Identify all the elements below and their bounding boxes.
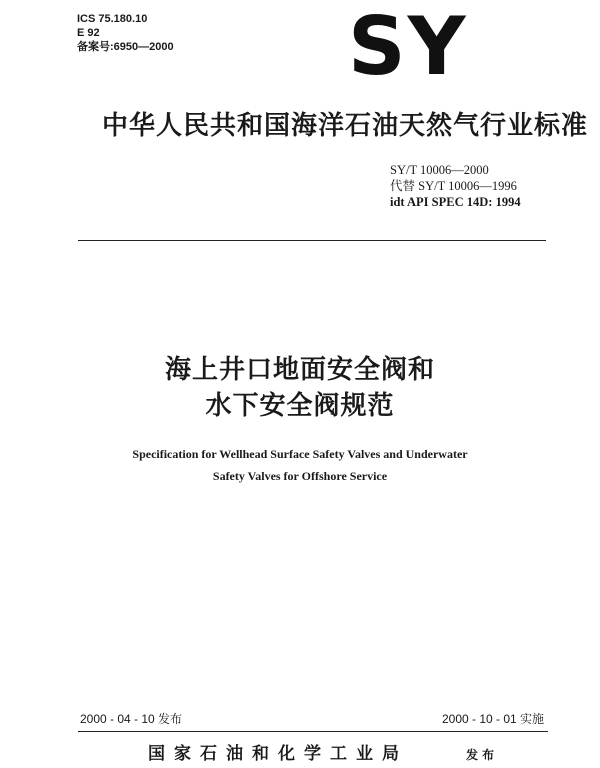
publisher-name: 国家石油和化学工业局	[148, 744, 408, 764]
bottom-divider	[78, 731, 548, 732]
title-cn-line-2: 水下安全阀规范	[205, 391, 395, 421]
standard-number: SY/T 10006—2000	[390, 163, 489, 177]
issue-date: 2000 - 04 - 10 发布	[80, 712, 183, 726]
publish-label: 发布	[466, 748, 499, 762]
effective-date: 2000 - 10 - 01 实施	[442, 712, 545, 726]
sy-logo: SY	[348, 0, 468, 93]
replaces-standard: 代替 SY/T 10006—1996	[390, 179, 517, 193]
title-cn-line-1: 海上井口地面安全阀和	[164, 355, 435, 385]
ics-code: ICS 75.180.10	[77, 13, 148, 25]
top-divider	[78, 240, 546, 241]
ccs-code: E 92	[77, 27, 100, 39]
title-en-line-1: Specification for Wellhead Surface Safety Valves and Underwater	[132, 447, 468, 461]
identical-standard: idt API SPEC 14D: 1994	[390, 195, 521, 209]
filing-number: 备案号:6950—2000	[77, 41, 174, 53]
title-en-line-2: Safety Valves for Offshore Service	[212, 469, 388, 483]
issuer-standard-heading: 中华人民共和国海洋石油天然气行业标准	[102, 111, 589, 141]
